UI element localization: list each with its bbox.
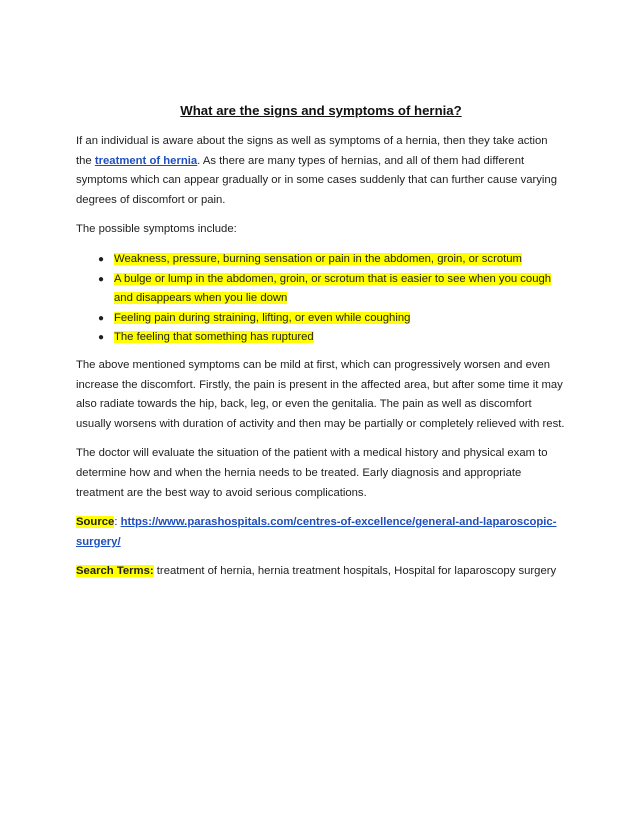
symptom-text: The feeling that something has ruptured — [114, 331, 314, 344]
symptom-text: Weakness, pressure, burning sensation or pain in the abdomen, groin, or scrotum — [114, 252, 522, 265]
bullet-icon: ● — [97, 332, 105, 344]
symptom-text: A bulge or lump in the abdomen, groin, or scrotum that is easier to see when you cough and disappears when you lie down — [114, 272, 552, 305]
list-item — [94, 270, 566, 309]
search-terms-text: treatment of hernia, hernia treatment hospitals, Hospital for laparoscopy surgery — [153, 565, 557, 578]
intro-text-after: . As there are many types of hernias, and all of them had different symptoms which can appear gradually or in some cases suddenly that can further cause varying degrees of discomfort or pain. — [76, 154, 557, 206]
page-title: What are the signs and symptoms of hernia? — [180, 103, 462, 118]
source-separator: : — [114, 516, 121, 529]
search-terms-label: Search Terms: — [76, 565, 154, 578]
mild-symptoms-paragraph: The above mentioned symptoms can be mild at first, which can progressively worsen and even increase the discomfort. Firstly, the pain is present in the affected area, but after some time it may also radiate towards the hip, back, leg, or even the genitalia. The pain as well as discomfort usually worsens with duration of activity and then may be partially or completely relieved with rest. — [76, 358, 565, 430]
symptoms-list — [76, 250, 566, 348]
bullet-icon: ● — [97, 312, 105, 324]
search-terms-line — [76, 562, 566, 582]
treatment-of-hernia-link[interactable]: treatment of hernia — [94, 154, 198, 167]
list-item — [94, 250, 566, 270]
bullet-icon: ● — [97, 253, 105, 265]
source-line — [76, 513, 566, 552]
list-item — [94, 309, 566, 329]
list-item — [94, 328, 566, 348]
bullet-icon: ● — [97, 273, 105, 285]
document-content — [76, 103, 566, 592]
symptoms-intro: The possible symptoms include: — [76, 223, 237, 236]
source-link[interactable]: https://www.parashospitals.com/centres-of-excellence/general-and-laparoscopic-surgery/ — [76, 516, 557, 548]
intro-text-before: If an individual is aware about the signs as well as symptoms of a hernia, then they take action the — [76, 135, 548, 167]
intro-paragraph — [76, 132, 566, 210]
source-label: Source — [76, 516, 115, 529]
doctor-evaluation-paragraph: The doctor will evaluate the situation of the patient with a medical history and physical exam to determine how and when the hernia needs to be treated. Early diagnosis and appropriate treatment are the best way to avoid serious complications. — [76, 447, 548, 499]
symptom-text: Feeling pain during straining, lifting, or even while coughing — [114, 311, 411, 324]
